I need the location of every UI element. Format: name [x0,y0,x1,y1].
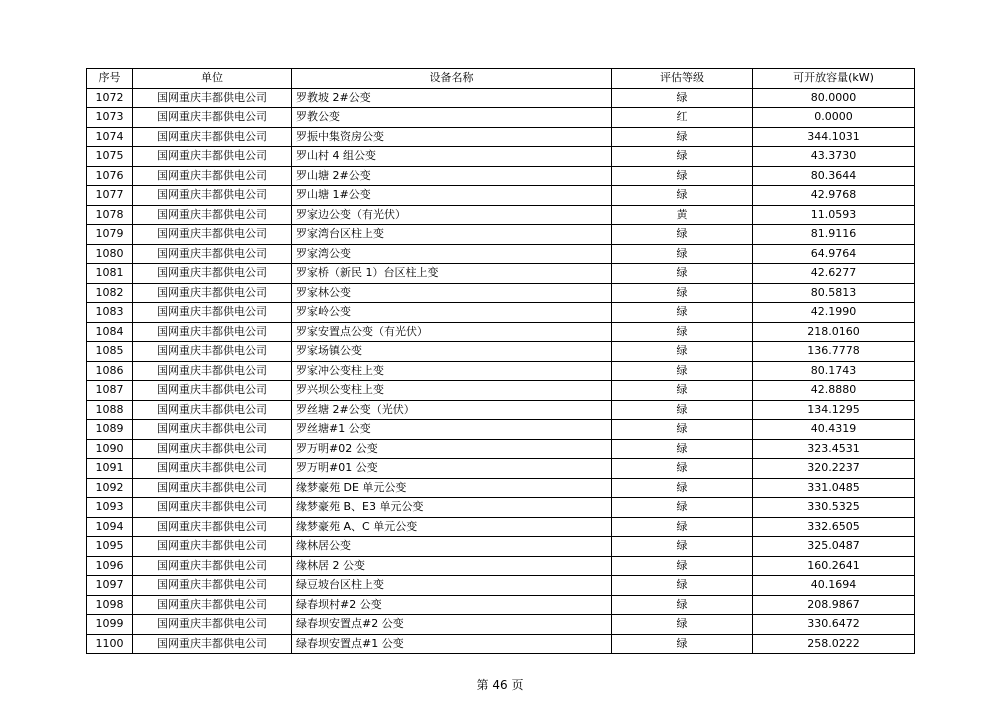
cell-device-name: 绿春坝安置点#2 公变 [292,615,612,635]
cell-level: 绿 [612,420,753,440]
table-row [87,420,915,440]
cell-no: 1086 [87,361,133,381]
table-row [87,478,915,498]
cell-device-name: 罗家湾公变 [292,244,612,264]
table-row [87,205,915,225]
table-row [87,264,915,284]
table-row [87,615,915,635]
cell-level: 绿 [612,517,753,537]
cell-no: 1090 [87,439,133,459]
cell-no: 1077 [87,186,133,206]
cell-capacity: 136.7778 [753,342,915,362]
cell-unit: 国网重庆丰都供电公司 [133,342,292,362]
header-device-name: 设备名称 [292,69,612,89]
cell-level: 绿 [612,459,753,479]
cell-level: 绿 [612,322,753,342]
table-row [87,322,915,342]
cell-unit: 国网重庆丰都供电公司 [133,225,292,245]
cell-device-name: 缘梦豪苑 DE 单元公变 [292,478,612,498]
cell-device-name: 罗家场镇公变 [292,342,612,362]
table-row [87,498,915,518]
cell-capacity: 160.2641 [753,556,915,576]
cell-device-name: 罗振中集资房公变 [292,127,612,147]
cell-capacity: 80.0000 [753,88,915,108]
cell-no: 1096 [87,556,133,576]
cell-capacity: 64.9764 [753,244,915,264]
cell-unit: 国网重庆丰都供电公司 [133,537,292,557]
table-row [87,400,915,420]
header-capacity: 可开放容量(kW) [753,69,915,89]
cell-capacity: 80.5813 [753,283,915,303]
cell-unit: 国网重庆丰都供电公司 [133,166,292,186]
cell-device-name: 罗家林公变 [292,283,612,303]
table-row [87,108,915,128]
cell-no: 1073 [87,108,133,128]
cell-unit: 国网重庆丰都供电公司 [133,186,292,206]
cell-no: 1081 [87,264,133,284]
cell-unit: 国网重庆丰都供电公司 [133,283,292,303]
cell-capacity: 43.3730 [753,147,915,167]
table-row [87,361,915,381]
cell-device-name: 罗丝塘#1 公变 [292,420,612,440]
table-row [87,439,915,459]
cell-capacity: 344.1031 [753,127,915,147]
cell-no: 1097 [87,576,133,596]
cell-device-name: 罗家岭公变 [292,303,612,323]
cell-level: 绿 [612,634,753,654]
cell-unit: 国网重庆丰都供电公司 [133,88,292,108]
cell-no: 1085 [87,342,133,362]
cell-level: 绿 [612,225,753,245]
table-row [87,127,915,147]
table-row [87,166,915,186]
header-no: 序号 [87,69,133,89]
cell-unit: 国网重庆丰都供电公司 [133,244,292,264]
cell-device-name: 罗家安置点公变（有光伏） [292,322,612,342]
cell-level: 绿 [612,498,753,518]
cell-level: 绿 [612,556,753,576]
cell-unit: 国网重庆丰都供电公司 [133,147,292,167]
cell-device-name: 绿豆坡台区柱上变 [292,576,612,596]
cell-capacity: 11.0593 [753,205,915,225]
cell-no: 1091 [87,459,133,479]
table-row [87,244,915,264]
table-row [87,88,915,108]
cell-level: 绿 [612,576,753,596]
cell-capacity: 218.0160 [753,322,915,342]
cell-level: 绿 [612,342,753,362]
cell-unit: 国网重庆丰都供电公司 [133,615,292,635]
cell-unit: 国网重庆丰都供电公司 [133,498,292,518]
cell-level: 绿 [612,283,753,303]
cell-device-name: 罗山塘 1#公变 [292,186,612,206]
cell-no: 1100 [87,634,133,654]
cell-capacity: 42.8880 [753,381,915,401]
cell-no: 1087 [87,381,133,401]
cell-unit: 国网重庆丰都供电公司 [133,634,292,654]
cell-capacity: 80.1743 [753,361,915,381]
cell-level: 红 [612,108,753,128]
cell-unit: 国网重庆丰都供电公司 [133,322,292,342]
table-row [87,595,915,615]
cell-capacity: 42.9768 [753,186,915,206]
cell-device-name: 罗山村 4 组公变 [292,147,612,167]
cell-capacity: 42.6277 [753,264,915,284]
cell-unit: 国网重庆丰都供电公司 [133,400,292,420]
cell-device-name: 罗教公变 [292,108,612,128]
cell-no: 1083 [87,303,133,323]
cell-no: 1089 [87,420,133,440]
cell-device-name: 罗万明#01 公变 [292,459,612,479]
cell-unit: 国网重庆丰都供电公司 [133,576,292,596]
cell-no: 1082 [87,283,133,303]
cell-unit: 国网重庆丰都供电公司 [133,108,292,128]
cell-device-name: 绿春坝安置点#1 公变 [292,634,612,654]
cell-no: 1075 [87,147,133,167]
cell-device-name: 罗兴坝公变柱上变 [292,381,612,401]
cell-capacity: 80.3644 [753,166,915,186]
cell-no: 1084 [87,322,133,342]
table-row [87,634,915,654]
cell-level: 绿 [612,166,753,186]
cell-capacity: 330.5325 [753,498,915,518]
cell-device-name: 缘林居 2 公变 [292,556,612,576]
header-unit: 单位 [133,69,292,89]
cell-unit: 国网重庆丰都供电公司 [133,478,292,498]
cell-unit: 国网重庆丰都供电公司 [133,361,292,381]
cell-no: 1080 [87,244,133,264]
table-row [87,342,915,362]
table-row [87,556,915,576]
table-row [87,186,915,206]
cell-capacity: 40.4319 [753,420,915,440]
table-row [87,147,915,167]
cell-level: 绿 [612,439,753,459]
cell-level: 绿 [612,400,753,420]
cell-no: 1072 [87,88,133,108]
cell-level: 绿 [612,595,753,615]
cell-no: 1076 [87,166,133,186]
cell-level: 绿 [612,361,753,381]
cell-device-name: 缘梦豪苑 A、C 单元公变 [292,517,612,537]
cell-capacity: 331.0485 [753,478,915,498]
cell-device-name: 罗教坡 2#公变 [292,88,612,108]
cell-unit: 国网重庆丰都供电公司 [133,595,292,615]
cell-level: 绿 [612,244,753,264]
cell-no: 1079 [87,225,133,245]
cell-level: 绿 [612,303,753,323]
cell-level: 绿 [612,186,753,206]
cell-no: 1092 [87,478,133,498]
table-row [87,517,915,537]
cell-no: 1093 [87,498,133,518]
table-row [87,303,915,323]
cell-unit: 国网重庆丰都供电公司 [133,556,292,576]
table-row [87,381,915,401]
cell-unit: 国网重庆丰都供电公司 [133,420,292,440]
cell-unit: 国网重庆丰都供电公司 [133,381,292,401]
cell-device-name: 缘林居公变 [292,537,612,557]
cell-level: 绿 [612,381,753,401]
cell-device-name: 绿春坝村#2 公变 [292,595,612,615]
table-row [87,225,915,245]
cell-level: 绿 [612,615,753,635]
table-row [87,459,915,479]
cell-level: 绿 [612,147,753,167]
cell-capacity: 208.9867 [753,595,915,615]
cell-capacity: 134.1295 [753,400,915,420]
cell-capacity: 325.0487 [753,537,915,557]
cell-capacity: 81.9116 [753,225,915,245]
cell-level: 黄 [612,205,753,225]
table-body [87,88,915,654]
table-row [87,576,915,596]
cell-capacity: 0.0000 [753,108,915,128]
cell-no: 1099 [87,615,133,635]
cell-capacity: 332.6505 [753,517,915,537]
cell-unit: 国网重庆丰都供电公司 [133,303,292,323]
cell-device-name: 罗家边公变（有光伏） [292,205,612,225]
cell-level: 绿 [612,264,753,284]
header-level: 评估等级 [612,69,753,89]
cell-capacity: 320.2237 [753,459,915,479]
cell-device-name: 罗家冲公变柱上变 [292,361,612,381]
cell-no: 1095 [87,537,133,557]
cell-device-name: 罗家湾台区柱上变 [292,225,612,245]
cell-level: 绿 [612,127,753,147]
cell-capacity: 330.6472 [753,615,915,635]
table-row [87,537,915,557]
table-header-row [87,69,915,89]
page-number: 第 46 页 [476,678,524,692]
cell-capacity: 323.4531 [753,439,915,459]
cell-capacity: 42.1990 [753,303,915,323]
cell-no: 1088 [87,400,133,420]
table-row [87,283,915,303]
cell-device-name: 罗丝塘 2#公变（光伏） [292,400,612,420]
cell-no: 1098 [87,595,133,615]
cell-no: 1074 [87,127,133,147]
cell-level: 绿 [612,478,753,498]
cell-device-name: 罗山塘 2#公变 [292,166,612,186]
cell-no: 1094 [87,517,133,537]
cell-device-name: 罗家桥（新民 1）台区柱上变 [292,264,612,284]
cell-level: 绿 [612,537,753,557]
cell-no: 1078 [87,205,133,225]
cell-level: 绿 [612,88,753,108]
cell-device-name: 缘梦豪苑 B、E3 单元公变 [292,498,612,518]
cell-unit: 国网重庆丰都供电公司 [133,517,292,537]
cell-unit: 国网重庆丰都供电公司 [133,205,292,225]
cell-device-name: 罗万明#02 公变 [292,439,612,459]
cell-unit: 国网重庆丰都供电公司 [133,459,292,479]
capacity-table [86,68,915,654]
cell-unit: 国网重庆丰都供电公司 [133,439,292,459]
cell-capacity: 258.0222 [753,634,915,654]
cell-capacity: 40.1694 [753,576,915,596]
cell-unit: 国网重庆丰都供电公司 [133,127,292,147]
cell-unit: 国网重庆丰都供电公司 [133,264,292,284]
